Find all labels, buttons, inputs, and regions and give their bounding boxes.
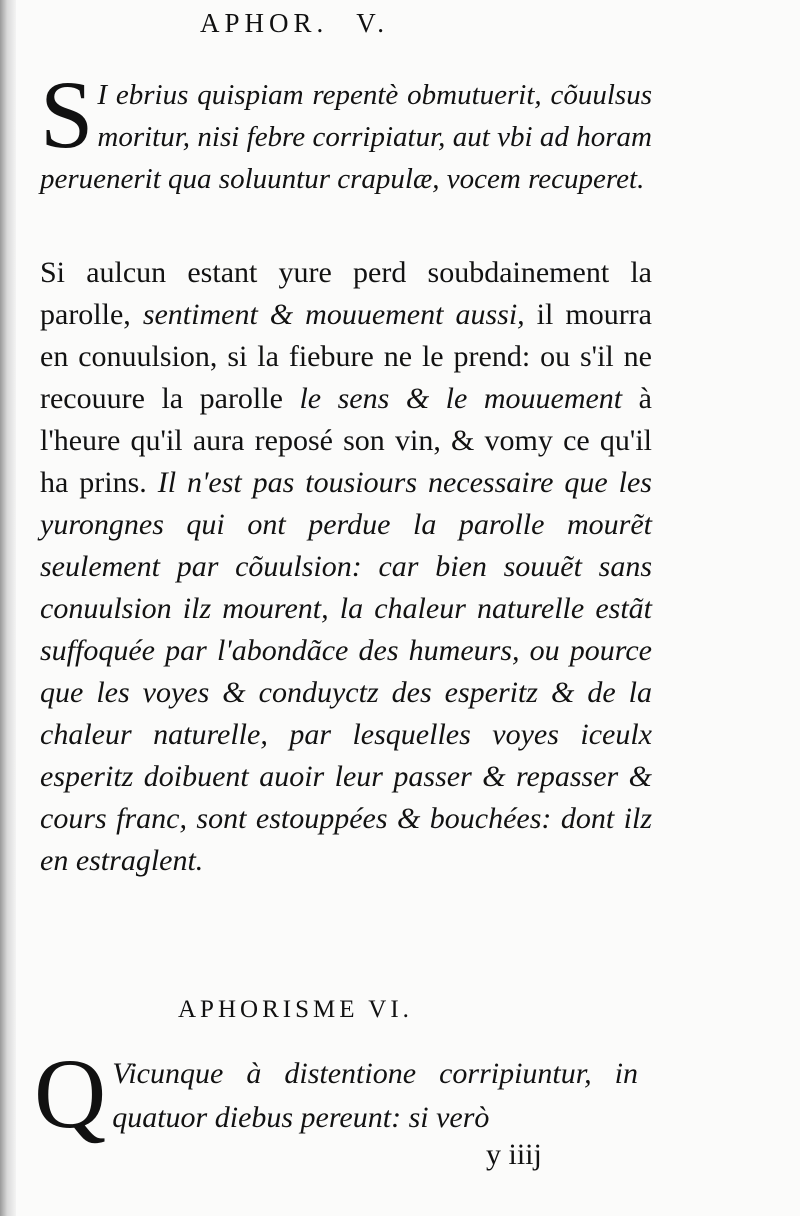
running-head	[200, 8, 500, 39]
aphorism-vi-latin	[34, 1038, 638, 1149]
page-gutter-shadow	[0, 0, 16, 1216]
running-head-number: V.	[356, 8, 390, 38]
french-text-3: à l'heure qu'il aura reposé son vin, & vomy ce qu'il ha prins.	[40, 382, 652, 499]
aphorism-vi-latin-text: Vicunque à distentione corripiuntur, in quatuor diebus pereunt: si verò	[112, 1057, 638, 1134]
drop-cap-q: Q	[34, 1038, 107, 1149]
aphorism-v-latin-text: I ebrius quispiam repentè obmutuerit, cõuulsus moritur, nisi febre corripiatur, aut vbi ad horam peruenerit qua soluuntur crapulæ, vocem recuperet.	[40, 79, 652, 195]
french-italic-commentary: Il n'est pas tousiours necessaire que les yurongnes qui ont perdue la parolle mourẽt seulement par cõuulsion: car bien souuẽt sans conuulsion ilz mourent, la chaleur naturelle estãt suffoquée par l'abondãce des humeurs, ou pource que les voyes & conduyctz des esperitz & de la chaleur naturelle, par lesquelles voyes iceulx esperitz doibuent auoir leur passer & repasser & cours franc, sont estouppées & bouchées: dont ilz en estraglent.	[40, 466, 652, 877]
aphorism-v-french	[40, 252, 652, 882]
french-italic-2: le sens & le mouuement	[299, 382, 623, 415]
french-italic-1: sentiment & mouuement aussi,	[142, 298, 525, 331]
running-head-title: APHOR.	[200, 8, 329, 38]
french-text-1: Si aulcun estant yure perd soubdainement la parolle,	[40, 256, 652, 331]
drop-cap-s: S	[40, 61, 94, 168]
signature-mark: y iiij	[486, 1138, 542, 1171]
aphorism-vi-heading: APHORISME VI.	[178, 996, 413, 1023]
french-text-2: il mourra en conuulsion, si la fiebure ne le prend: ou s'il ne recouure la parolle	[40, 298, 652, 415]
aphorism-v-latin	[40, 61, 652, 200]
